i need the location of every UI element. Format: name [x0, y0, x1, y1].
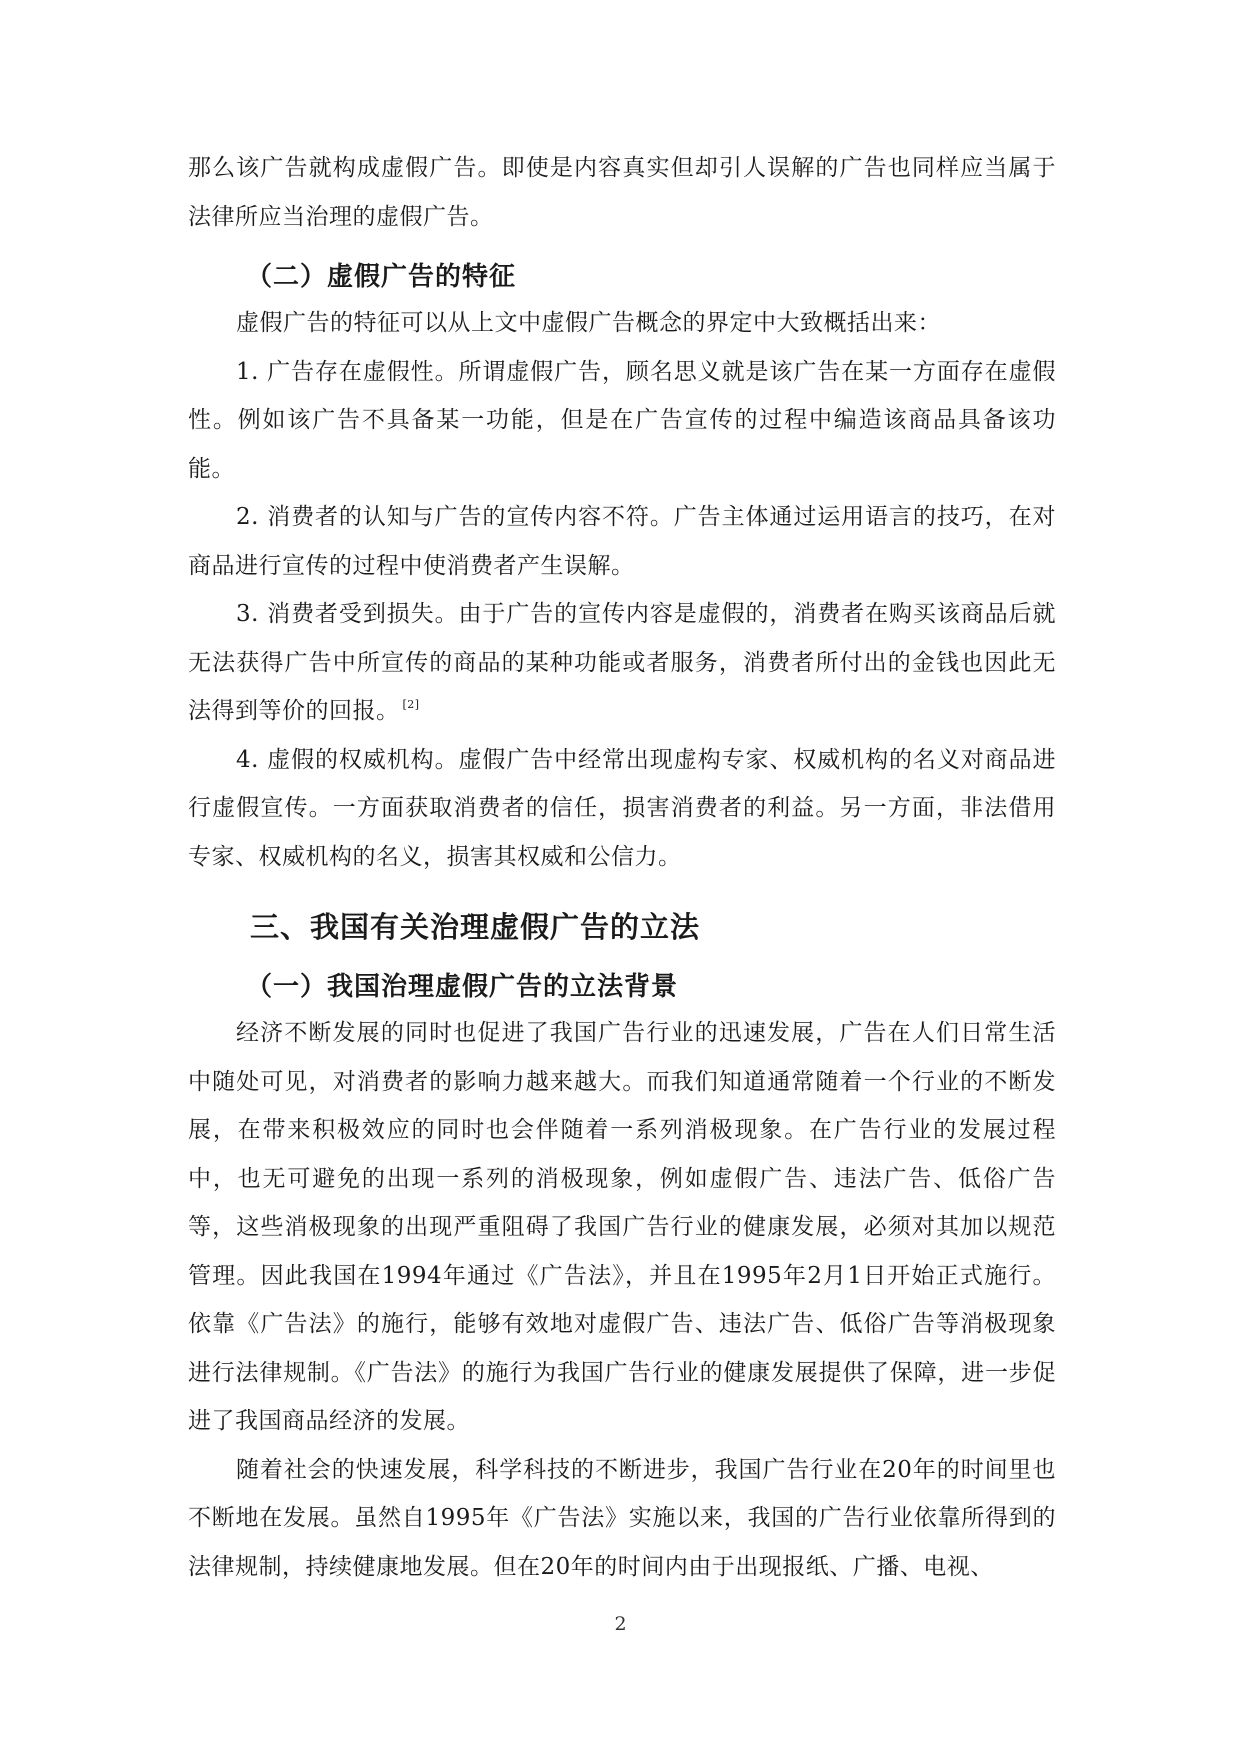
chapter-heading-legislation: 三、我国有关治理虚假广告的立法 [250, 910, 701, 944]
section-heading-background: （一）我国治理虚假广告的立法背景 [246, 972, 679, 1002]
document-body [188, 144, 1056, 1591]
page-number: 2 [614, 1613, 627, 1635]
paragraph-feature-3 [188, 590, 1056, 736]
paragraph-feature-3-text: 3. 消费者受到损失。由于广告的宣传内容是虚假的，消费者在购买该商品后就无法获得广告中所宣传的商品的某种功能或者服务，消费者所付出的金钱也因此无法得到等价的回报。 [188, 601, 1056, 724]
paragraph-background-1: 经济不断发展的同时也促进了我国广告行业的迅速发展，广告在人们日常生活中随处可见，对消费者的影响力越来越大。而我们知道通常随着一个行业的不断发展，在带来积极效应的同时也会伴随着一系列消极现象。在广告行业的发展过程中，也无可避免的出现一系列的消极现象，例如虚假广告、违法广告、低俗广告等，这些消极现象的出现严重阻碍了我国广告行业的健康发展，必须对其加以规范管理。因此我国在1994年通过《广告法》，并且在1995年2月1日开始正式施行。依靠《广告法》的施行，能够有效地对虚假广告、违法广告、低俗广告等消极现象进行法律规制。《广告法》的施行为我国广告行业的健康发展提供了保障，进一步促进了我国商品经济的发展。 [188, 1020, 1056, 1434]
paragraph-feature-1: 1. 广告存在虚假性。所谓虚假广告，顾名思义就是该广告在某一方面存在虚假性。例如该广告不具备某一功能，但是在广告宣传的过程中编造该商品具备该功能。 [188, 358, 1056, 482]
section-heading-features: （二）虚假广告的特征 [246, 262, 517, 292]
paragraph-feature-2: 2. 消费者的认知与广告的宣传内容不符。广告主体通过运用语言的技巧，在对商品进行宣传的过程中使消费者产生误解。 [188, 504, 1056, 579]
paragraph-feature-4: 4. 虚假的权威机构。虚假广告中经常出现虚构专家、权威机构的名义对商品进行虚假宣传。一方面获取消费者的信任，损害消费者的利益。另一方面，非法借用专家、权威机构的名义，损害其权威和公信力。 [188, 746, 1056, 870]
paragraph-features-intro: 虚假广告的特征可以从上文中虚假广告概念的界定中大致概括出来： [236, 310, 941, 336]
citation-reference: [2] [402, 698, 420, 711]
paragraph-background-2: 随着社会的快速发展，科学科技的不断进步，我国广告行业在20年的时间里也不断地在发展。虽然自1995年《广告法》实施以来，我国的广告行业依靠所得到的法律规制，持续健康地发展。但在20年的时间内由于出现报纸、广播、电视、 [188, 1456, 1056, 1580]
paragraph-continued: 那么该广告就构成虚假广告。即使是内容真实但却引人误解的广告也同样应当属于法律所应当治理的虚假广告。 [188, 155, 1056, 230]
